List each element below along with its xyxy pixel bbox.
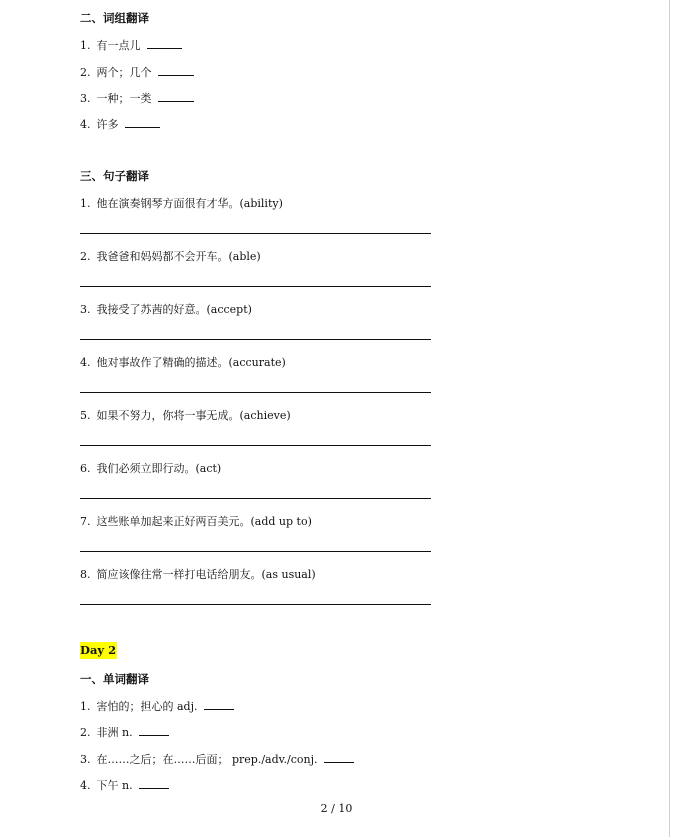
item-text: 简应该像往常一样打电话给朋友。(as usual): [96, 568, 316, 581]
item-text: 他对事故作了精确的描述。(accurate): [96, 356, 286, 369]
item-number: 2.: [80, 66, 91, 79]
item-number: 4.: [80, 356, 91, 369]
item-number: 6.: [80, 462, 91, 475]
answer-line[interactable]: [80, 498, 431, 499]
sentence-item: [80, 248, 261, 264]
item-text: 如果不努力，你将一事无成。(achieve): [96, 409, 291, 422]
section-heading-phrase-translation: 二、词组翻译: [80, 11, 149, 25]
section-heading-word-translation: 一、单词翻译: [80, 672, 149, 686]
item-number: 1.: [80, 700, 91, 713]
word-item: [80, 751, 354, 767]
answer-blank[interactable]: [158, 91, 194, 102]
answer-blank[interactable]: [158, 65, 194, 76]
item-text: 有一点儿: [96, 39, 141, 52]
sentence-item: [80, 407, 291, 423]
page-number: 2 / 10: [320, 802, 353, 815]
item-number: 3.: [80, 303, 91, 316]
item-number: 3.: [80, 92, 91, 105]
sentence-item: [80, 460, 221, 476]
item-text: 两个；几个: [96, 66, 152, 79]
phrase-item: [80, 116, 160, 132]
item-number: 1.: [80, 39, 91, 52]
item-text: 非洲 n.: [96, 726, 133, 739]
section-heading-sentence-translation: 三、句子翻译: [80, 169, 149, 183]
answer-line[interactable]: [80, 551, 431, 552]
day-label: Day 2: [80, 643, 117, 657]
page-edge-divider: [669, 0, 670, 837]
sentence-item: [80, 566, 316, 582]
answer-blank[interactable]: [139, 778, 169, 789]
answer-blank[interactable]: [324, 752, 354, 763]
item-number: 7.: [80, 515, 91, 528]
answer-line[interactable]: [80, 233, 431, 234]
item-number: 8.: [80, 568, 91, 581]
answer-blank[interactable]: [125, 117, 160, 128]
item-number: 5.: [80, 409, 91, 422]
word-item: [80, 698, 234, 714]
answer-line[interactable]: [80, 339, 431, 340]
sentence-item: [80, 513, 312, 529]
item-number: 3.: [80, 753, 91, 766]
phrase-item: [80, 90, 194, 106]
item-text: 他在演奏钢琴方面很有才华。(ability): [96, 197, 283, 210]
answer-blank[interactable]: [204, 699, 234, 710]
item-text: 这些账单加起来正好两百美元。(add up to): [96, 515, 312, 528]
item-text: 一种；一类: [96, 92, 152, 105]
item-number: 4.: [80, 779, 91, 792]
item-text: 我接受了苏茜的好意。(accept): [96, 303, 252, 316]
item-number: 2.: [80, 726, 91, 739]
answer-line[interactable]: [80, 392, 431, 393]
phrase-item: [80, 37, 182, 53]
answer-line[interactable]: [80, 445, 431, 446]
word-item: [80, 724, 169, 740]
item-text: 许多: [96, 118, 119, 131]
item-text: 害怕的；担心的 adj.: [96, 700, 198, 713]
item-text: 我爸爸和妈妈都不会开车。(able): [96, 250, 261, 263]
item-text: 在……之后；在……后面； prep./adv./conj.: [96, 753, 318, 766]
word-item: [80, 777, 169, 793]
answer-blank[interactable]: [147, 38, 182, 49]
sentence-item: [80, 354, 286, 370]
item-number: 1.: [80, 197, 91, 210]
item-number: 4.: [80, 118, 91, 131]
item-text: 下午 n.: [96, 779, 133, 792]
answer-line[interactable]: [80, 604, 431, 605]
item-text: 我们必须立即行动。(act): [96, 462, 222, 475]
sentence-item: [80, 301, 252, 317]
answer-blank[interactable]: [139, 725, 169, 736]
item-number: 2.: [80, 250, 91, 263]
answer-line[interactable]: [80, 286, 431, 287]
sentence-item: [80, 195, 283, 211]
phrase-item: [80, 64, 194, 80]
